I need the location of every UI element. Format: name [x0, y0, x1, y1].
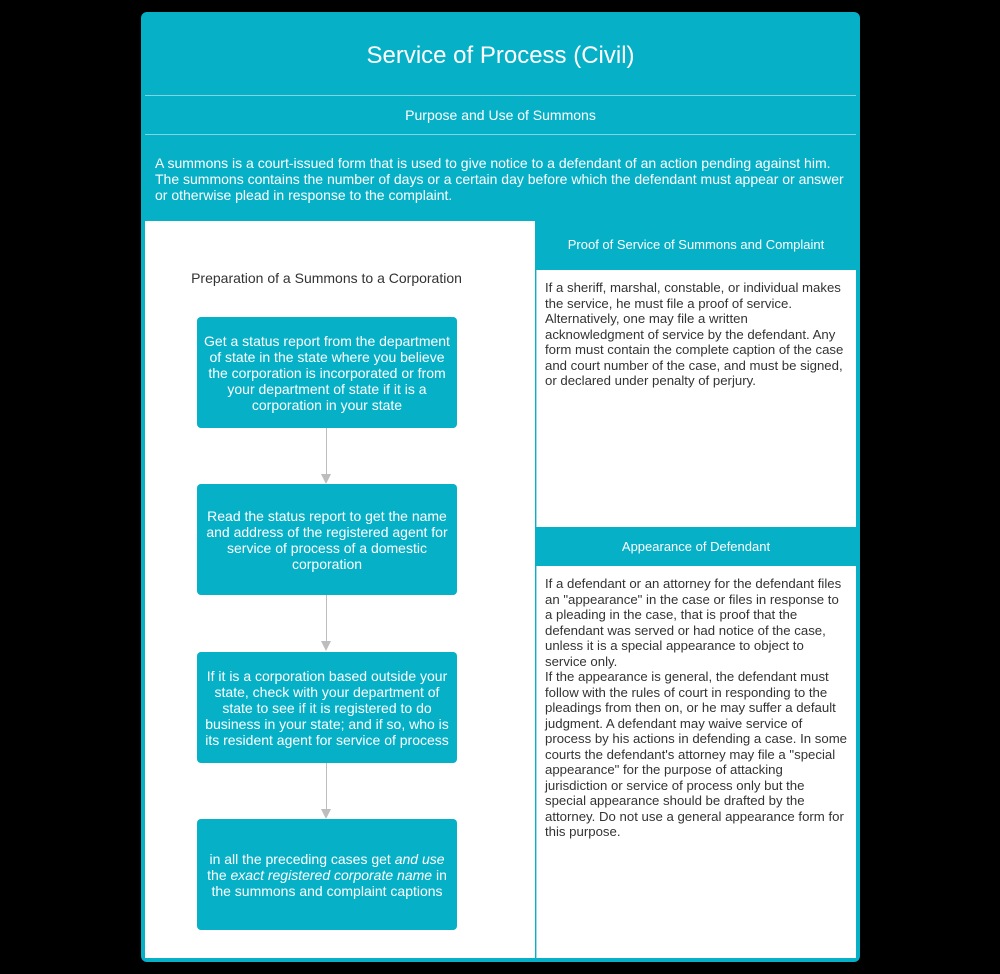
diagram-frame [141, 12, 860, 962]
flow-step-2 [197, 484, 457, 595]
proof-of-service-heading: Proof of Service of Summons and Complaint [536, 221, 856, 269]
info-column [536, 221, 856, 958]
flowchart-panel [145, 221, 535, 958]
flow-step-3 [197, 652, 457, 763]
flow-step-4 [197, 819, 457, 930]
appearance-body [536, 566, 856, 958]
flow-step-text: If it is a corporation based outside your state, check with your department of state to see if it is registered to do business in your state; and if so, who is its resident agent for service of process [205, 667, 449, 748]
flow-step-text: Read the status report to get the name and address of the registered agent for service of process of a domestic corporation [206, 507, 448, 572]
flow-step-text: Get a status report from the department of state in the state where you believe the corporation is incorporated or from your department of state if it is a corporation in your state [204, 332, 450, 413]
flow-step-1 [197, 317, 457, 428]
connector-arrow [326, 763, 328, 819]
proof-of-service-body: If a sheriff, marshal, constable, or individual makes the service, he must file a proof of service. Alternatively, one may file a written acknowledgment of service by the defendant. Any form must contain the complete caption of the case and court number of the case, and must be signed, or declared under penalty of perjury. [536, 270, 856, 527]
connector-arrow [326, 428, 328, 484]
flow-step-text: in all the preceding cases get and use the exact registered corporate name in the summons and complaint captions [207, 850, 447, 899]
arrow-head-icon [321, 641, 331, 651]
connector-arrow [326, 595, 328, 652]
arrow-head-icon [321, 809, 331, 819]
page-title: Service of Process (Civil) [366, 42, 635, 69]
appearance-heading: Appearance of Defendant [536, 529, 856, 565]
arrow-head-icon [321, 474, 331, 484]
appearance-paragraph-2: If the appearance is general, the defendant must follow with the rules of court in responding to the pleadings from then on, or he may suffer a default judgment. A defendant may waive service of process by his actions in defending a case. In some courts the defendant's attorney may file a "special appearance" for the purpose of attacking jurisdiction or service of process only but the special appearance should be drafted by the attorney. Do not use a general appearance form for this purpose. [545, 669, 848, 839]
intro-text: A summons is a court-issued form that is used to give notice to a defendant of an action pending against him. The summons contains the number of days or a certain day before which the defendant must appear or answer or otherwise plead in response to the complaint. [155, 155, 844, 203]
divider [145, 134, 856, 135]
appearance-paragraph-1: If a defendant or an attorney for the defendant files an "appearance" in the case or files in response to a pleading in the case, that is proof that the defendant was served or had notice of the case, unless it is a special appearance to object to service only. [545, 576, 842, 669]
section-subtitle: Purpose and Use of Summons [405, 107, 596, 123]
flowchart-title: Preparation of a Summons to a Corporation [191, 270, 462, 286]
